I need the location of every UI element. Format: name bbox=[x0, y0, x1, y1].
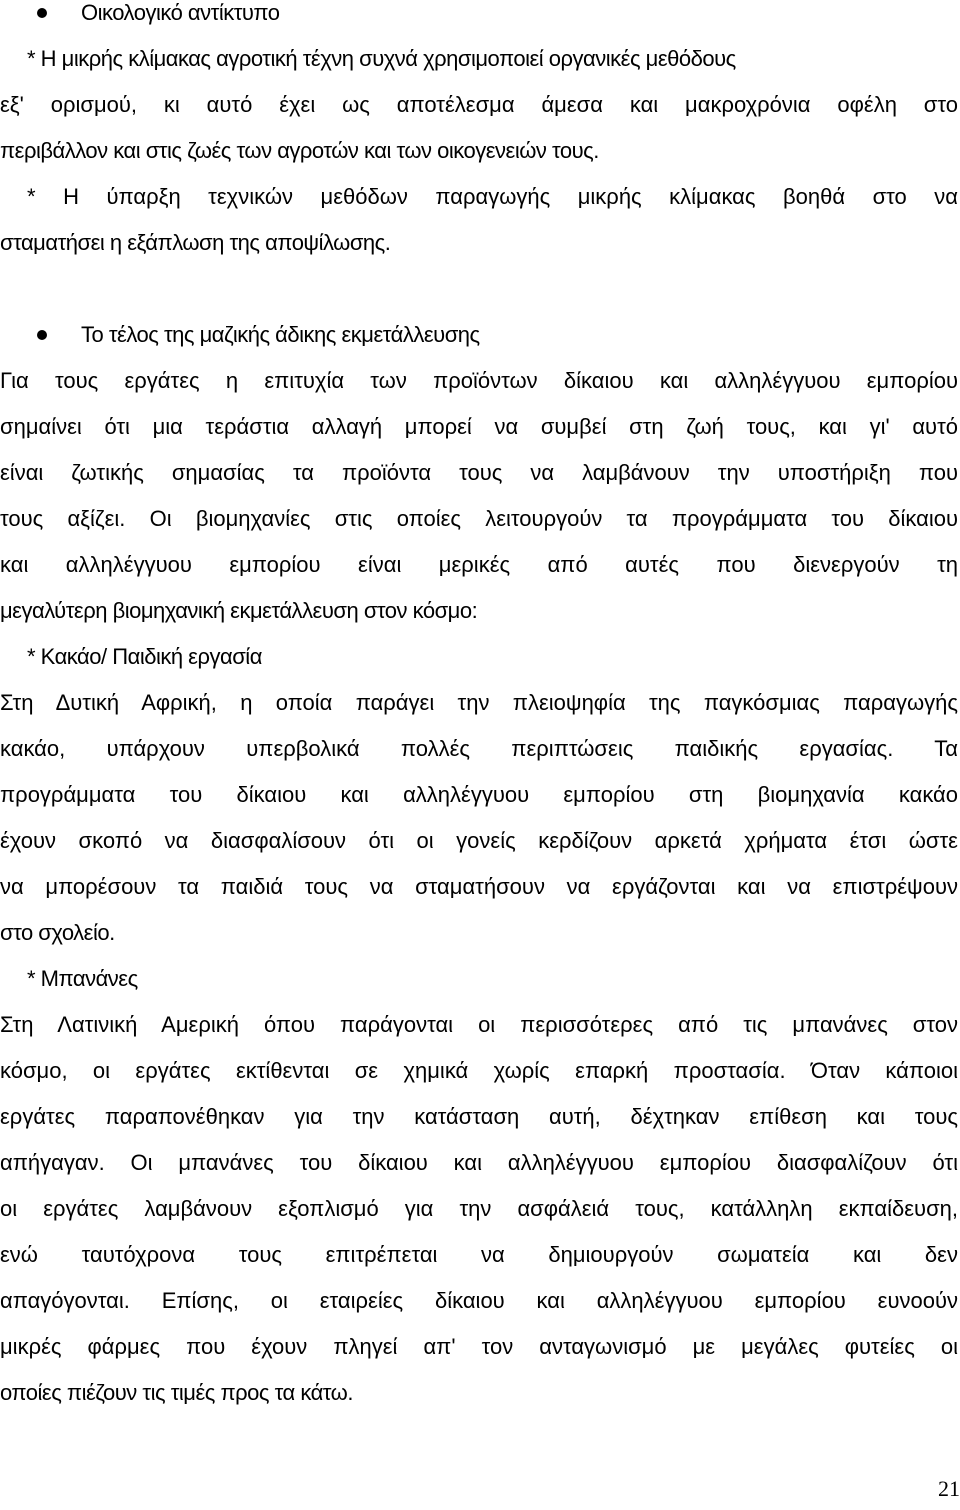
paragraph-line: μεγαλύτερη βιομηχανική εκμετάλλευση στον κόσμο: bbox=[0, 598, 478, 623]
paragraph-line: απαγόγονται. Επίσης, οι εταιρείες δίκαιου και αλληλέγγυου εμπορίου ευνοούν bbox=[0, 1288, 958, 1313]
section-end-of-exploitation bbox=[0, 312, 960, 1416]
paragraph-line: * Η ύπαρξη τεχνικών μεθόδων παραγωγής μικρής κλίμακας βοηθά στο να bbox=[27, 184, 958, 209]
paragraph-line: προγράμματα του δίκαιου και αλληλέγγυου εμπορίου στη βιομηχανία κακάο bbox=[0, 782, 958, 807]
paragraph-line: κακάο, υπάρχουν υπερβολικά πολλές περιπτώσεις παιδικής εργασίας. Τα bbox=[0, 736, 958, 761]
section-ecological-impact bbox=[0, 0, 960, 266]
heading-text: Το τέλος της μαζικής άδικης εκμετάλλευσης bbox=[81, 322, 480, 347]
paragraph-line: οι εργάτες λαμβάνουν εξοπλισμό για την ασφάλειά τους, κατάλληλη εκπαίδευση, bbox=[0, 1196, 958, 1221]
paragraph-line: Στη Δυτική Αφρική, η οποία παράγει την πλειοψηφία της παγκόσμιας παραγωγής bbox=[0, 690, 958, 715]
paragraph-line: σημαίνει ότι μια τεράστια αλλαγή μπορεί να συμβεί στη ζωή τους, και γι' αυτό bbox=[0, 414, 958, 439]
paragraph-line: οποίες πιέζουν τις τιμές προς τα κάτω. bbox=[0, 1380, 353, 1405]
bullet-heading-end-of-exploitation bbox=[0, 312, 960, 358]
paragraph-line: τους αξίζει. Οι βιομηχανίες στις οποίες λειτουργούν τα προγράμματα του δίκαιου bbox=[0, 506, 958, 531]
paragraph-line: εργάτες παραπονέθηκαν για την κατάσταση αυτή, δέχτηκαν επίθεση και τους bbox=[0, 1104, 958, 1129]
paragraph-line: απήγαγαν. Οι μπανάνες του δίκαιου και αλληλέγγυου εμπορίου διασφαλίζουν ότι bbox=[0, 1150, 958, 1175]
page-number: 21 bbox=[938, 1476, 960, 1501]
paragraph-line: ενώ ταυτόχρονα τους επιτρέπεται να δημιουργούν σωματεία και δεν bbox=[0, 1242, 958, 1267]
paragraph-line: Για τους εργάτες η επιτυχία των προϊόντων δίκαιου και αλληλέγγυου εμπορίου bbox=[0, 368, 958, 393]
paragraph-line: να μπορέσουν τα παιδιά τους να σταματήσουν να εργάζονται και να επιστρέψουν bbox=[0, 874, 958, 899]
paragraph-line: μικρές φάρμες που έχουν πληγεί απ' τον ανταγωνισμό με μεγάλες φυτείες οι bbox=[0, 1334, 958, 1359]
paragraph-line: είναι ζωτικής σημασίας τα προϊόντα τους να λαμβάνουν την υποστήριξη που bbox=[0, 460, 958, 485]
paragraph-line: και αλληλέγγυου εμπορίου είναι μερικές από αυτές που διενεργούν τη bbox=[0, 552, 958, 577]
paragraph-line: Στη Λατινική Αμερική όπου παράγονται οι περισσότερες από τις μπανάνες στον bbox=[0, 1012, 958, 1037]
bullet-heading-ecological-impact bbox=[0, 0, 960, 36]
bullet-icon bbox=[37, 330, 47, 340]
subheading-cocoa: * Κακάο/ Παιδική εργασία bbox=[27, 644, 262, 669]
paragraph-line: περιβάλλον και στις ζωές των αγροτών και των οικογενειών τους. bbox=[0, 138, 599, 163]
subheading-bananas: * Μπανάνες bbox=[27, 966, 138, 991]
heading-text: Οικολογικό αντίκτυπο bbox=[81, 0, 280, 25]
paragraph-line: κόσμο, οι εργάτες εκτίθενται σε χημικά χωρίς επαρκή προστασία. Όταν κάποιοι bbox=[0, 1058, 958, 1083]
paragraph-line: σταματήσει η εξάπλωση της αποψίλωσης. bbox=[0, 230, 391, 255]
bullet-icon bbox=[37, 8, 47, 18]
paragraph-line: * Η μικρής κλίμακας αγροτική τέχνη συχνά χρησιμοποιεί οργανικές μεθόδους bbox=[27, 46, 736, 71]
paragraph-line: εξ' ορισμού, κι αυτό έχει ως αποτέλεσμα άμεσα και μακροχρόνια οφέλη στο bbox=[0, 92, 958, 117]
paragraph-line: στο σχολείο. bbox=[0, 920, 115, 945]
paragraph-line: έχουν σκοπό να διασφαλίσουν ότι οι γονείς κερδίζουν αρκετά χρήματα έτσι ώστε bbox=[0, 828, 958, 853]
